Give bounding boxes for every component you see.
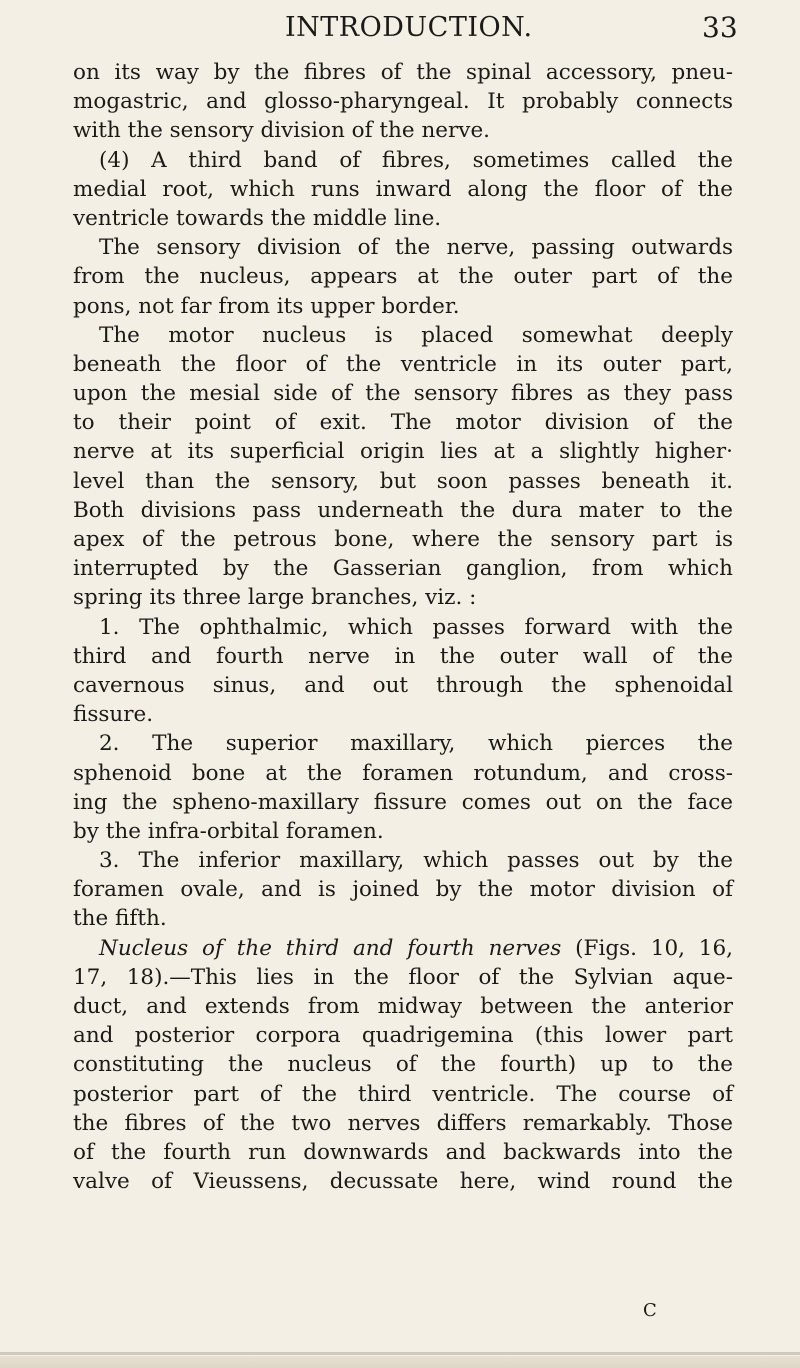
text-line: constituting the nucleus of the fourth) up to the bbox=[73, 1052, 733, 1078]
running-head bbox=[0, 8, 800, 48]
text-line: foramen ovale, and is joined by the motor division of bbox=[73, 877, 733, 903]
text-line: nerve at its superficial origin lies at a slightly higher· bbox=[73, 439, 733, 465]
line-text: (Figs. 10, 16, bbox=[561, 935, 733, 961]
text-line: pons, not far from its upper border. bbox=[73, 293, 460, 319]
text-line: the fifth. bbox=[73, 906, 167, 932]
text-line: mogastric, and glosso-pharyngeal. It probably connects bbox=[73, 89, 733, 115]
text-line: and posterior corpora quadrigemina (this lower part bbox=[73, 1023, 733, 1049]
text-line: by the infra-orbital foramen. bbox=[73, 818, 384, 844]
text-line bbox=[73, 934, 733, 963]
text-line: of the fourth run downwards and backwards into the bbox=[73, 1139, 733, 1165]
text-line: ing the spheno-maxillary fissure comes out on the face bbox=[73, 789, 733, 815]
page-number: 33 bbox=[702, 11, 738, 44]
text-line: cavernous sinus, and out through the sphenoidal bbox=[73, 672, 733, 698]
text-line: ventricle towards the middle line. bbox=[73, 205, 442, 231]
text-line: The motor nucleus is placed somewhat deeply bbox=[99, 322, 733, 348]
text-line: the fibres of the two nerves differs remarkably. Those bbox=[73, 1110, 733, 1136]
text-line: (4) A third band of fibres, sometimes called the bbox=[99, 147, 733, 173]
text-line: sphenoid bone at the foramen rotundum, and cross- bbox=[73, 760, 733, 786]
page-edge bbox=[0, 1356, 800, 1368]
text-line: posterior part of the third ventricle. The course of bbox=[73, 1081, 733, 1107]
text-line: fissure. bbox=[73, 702, 154, 728]
text-line: interrupted by the Gasserian ganglion, from which bbox=[73, 556, 733, 582]
text-line: medial root, which runs inward along the floor of the bbox=[73, 176, 733, 202]
italic-heading: Nucleus of the third and fourth nerves bbox=[99, 935, 562, 961]
text-line: duct, and extends from midway between the anterior bbox=[73, 994, 733, 1019]
text-line: valve of Vieussens, decussate here, wind round the bbox=[73, 1169, 733, 1195]
text-line: 1. The ophthalmic, which passes forward with the bbox=[99, 614, 733, 640]
text-line: beneath the floor of the ventricle in its outer part, bbox=[73, 351, 733, 377]
running-title: INTRODUCTION. bbox=[285, 12, 533, 43]
text-line: 3. The inferior maxillary, which passes out by the bbox=[99, 848, 733, 874]
text-line: third and fourth nerve in the outer wall of the bbox=[73, 643, 733, 669]
text-line: 2. The superior maxillary, which pierces the bbox=[99, 731, 733, 757]
text-line: from the nucleus, appears at the outer part of the bbox=[73, 264, 733, 290]
text-line: upon the mesial side of the sensory fibres as they pass bbox=[73, 381, 733, 407]
text-line: The sensory division of the nerve, passing outwards bbox=[99, 235, 733, 261]
signature-mark: C bbox=[643, 1300, 657, 1321]
body-text bbox=[73, 58, 733, 1196]
text-line: with the sensory division of the nerve. bbox=[73, 118, 491, 144]
text-line: Both divisions pass underneath the dura mater to the bbox=[73, 497, 733, 523]
text-line: 17, 18).—This lies in the floor of the Sylvian aque- bbox=[73, 964, 733, 990]
text-line: spring its three large branches, viz. : bbox=[73, 585, 477, 611]
text-line: on its way by the fibres of the spinal accessory, pneu- bbox=[73, 60, 733, 85]
text-line: level than the sensory, but soon passes beneath it. bbox=[73, 468, 733, 494]
page-edge-shadow bbox=[0, 1352, 800, 1355]
text-line: to their point of exit. The motor division of the bbox=[73, 410, 733, 436]
text-line: apex of the petrous bone, where the sensory part is bbox=[73, 527, 733, 552]
